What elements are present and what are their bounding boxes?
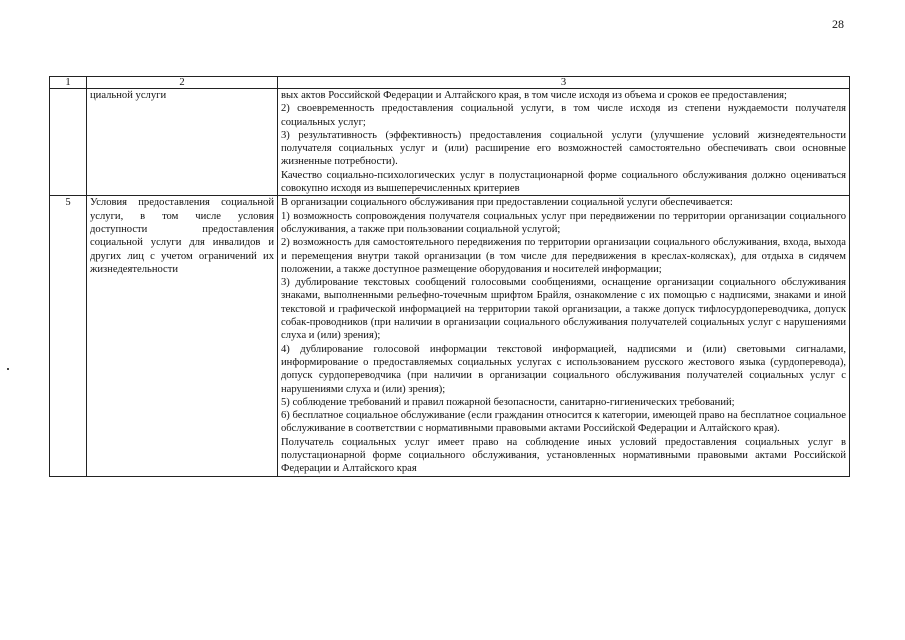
table-header-row [50, 77, 850, 89]
description-paragraph: вых актов Российской Федерации и Алтайского края, в том числе исходя из объема и сроков ее предоставления; [281, 90, 787, 101]
description-paragraph: 1) возможность сопровождения получателя социальных услуг при передвижении по территории организации социального обслуживания, а также при пользовании социальной услугой; [281, 210, 846, 235]
description-paragraph: В организации социального обслуживания при предоставлении социальной услуги обеспечивается: [281, 197, 733, 209]
description-cell [278, 196, 850, 476]
services-table [49, 76, 850, 477]
criterion-cell: Условия предоставления социальной услуги, в том числе условия доступности предоставления социальной услуги для инвалидов и других лиц с учетом ограничений их жизнедеятельности [87, 196, 278, 476]
description-paragraph: 4) дублирование голосовой информации текстовой информацией, надписями и (или) световыми сигналами, информирование о предоставляемых социальных услугах с использованием русского жестового языка (сурдоперевода), допуск сурдопереводчика (при наличии в организации социального обслуживания получателей социальных услуг с нарушениями слуха и (или) зрения); [281, 343, 846, 395]
description-paragraph: 3) результативность (эффективность) предоставления социальной услуги (улучшение условий жизнедеятельности получателя социальных услуг и (или) расширение его возможностей самостоятельно обеспечивать свои основные жизненные потребности). [281, 129, 846, 168]
description-paragraph: 5) соблюдение требований и правил пожарной безопасности, санитарно-гигиенических требований; [281, 396, 735, 408]
description-paragraph: Получатель социальных услуг имеет право на соблюдение иных условий предоставления социальных услуг в полустационарной форме социального обслуживания, установленных нормативными правовыми актами Российской Федерации и Алтайского края [281, 436, 846, 475]
column-header-1: 1 [50, 77, 87, 89]
column-header-3: 3 [278, 77, 850, 89]
row-number: 5 [50, 196, 87, 476]
description-cell [278, 89, 850, 196]
description-paragraph: 3) дублирование текстовых сообщений голосовыми сообщениями, оснащение организации социального обслуживания знаками, выполненными рельефно-точечным шрифтом Брайля, ознакомление с их помощью с надписями, знаками и иной текстовой и графической информацией на территории такой организации, а также допуск тифлосурдопереводчика, допуск собак-проводников (при наличии в организации социального обслуживания получателей социальных услуг с нарушениями слуха и (или) зрения); [281, 277, 846, 342]
column-header-2: 2 [87, 77, 278, 89]
description-paragraph: 6) бесплатное социальное обслуживание (если гражданин относится к категории, имеющей право на бесплатное социальное обслуживание в соответствии с нормативными правовыми актами Российской Федерации и Алтайского края). [281, 410, 846, 435]
scan-speck [7, 368, 9, 370]
table-row [50, 196, 850, 476]
table-row [50, 89, 850, 196]
description-paragraph: Качество социально-психологических услуг в полустационарной форме социального обслуживания должно оцениваться совокупно исходя из вышеперечисленных критериев [281, 169, 846, 195]
row-number [50, 89, 87, 196]
page-number: 28 [832, 17, 844, 31]
description-paragraph: 2) возможность для самостоятельного передвижения по территории организации социального обслуживания, входа, выхода и перемещения внутри такой организации (в том числе для передвижения в креслах-колясках), для отдыха в сидячем положении, а также доступное размещение оборудования и носителей информации; [281, 237, 846, 275]
criterion-cell: циальной услуги [87, 89, 278, 196]
description-paragraph: 2) своевременность предоставления социальной услуги, в том числе исходя из степени нуждаемости получателя социальных услуг; [281, 103, 846, 128]
